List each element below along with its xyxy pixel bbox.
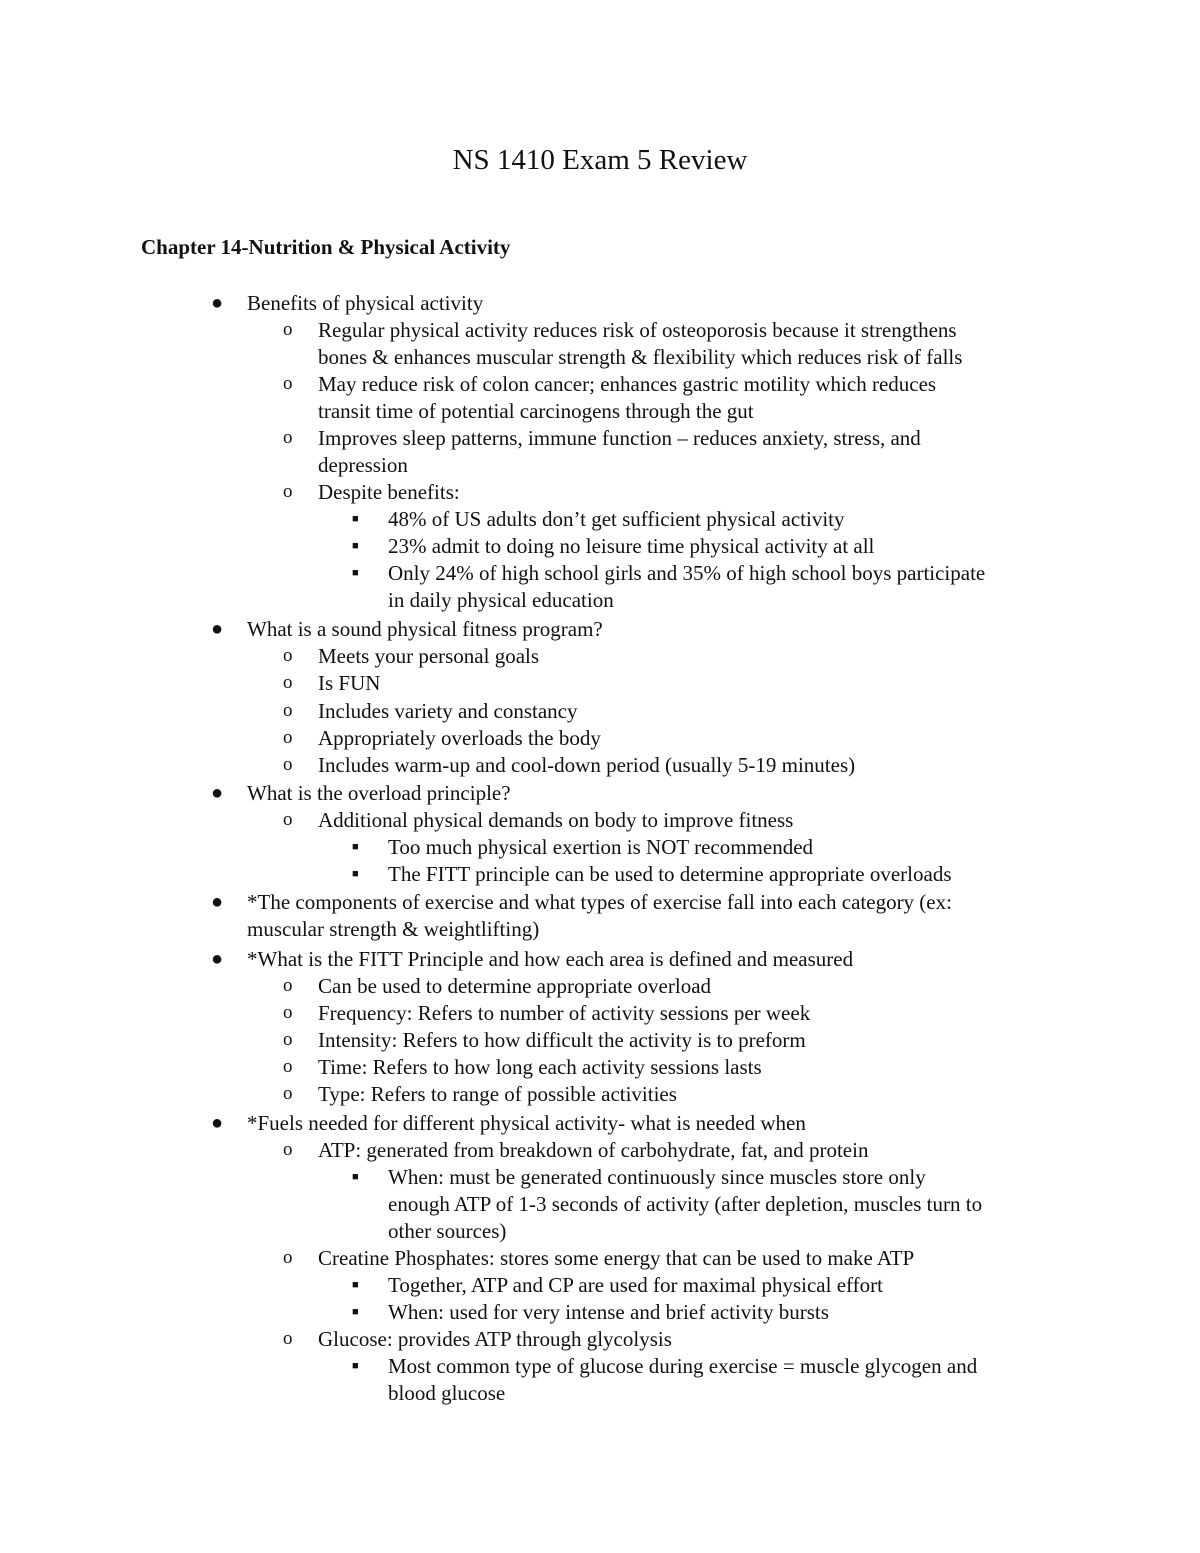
outline-line-level-2: Improves sleep patterns, immune function – reduces anxiety, stress, and bbox=[318, 426, 921, 450]
outline-line-level-3: Too much physical exertion is NOT recommended bbox=[388, 835, 814, 859]
outline-line-level-2: transit time of potential carcinogens through the gut bbox=[318, 399, 754, 423]
square-bullet-icon: ■ bbox=[352, 1171, 359, 1183]
outline-line-level-3: When: must be generated continuously since muscles store only bbox=[388, 1165, 926, 1189]
square-bullet-icon: ■ bbox=[352, 868, 359, 880]
square-bullet-icon: ■ bbox=[352, 513, 359, 525]
outline-line-level-2: Includes variety and constancy bbox=[318, 699, 578, 723]
outline-line-level-2: depression bbox=[318, 453, 408, 477]
circle-bullet-icon: o bbox=[283, 427, 293, 448]
outline-line-level-2: Intensity: Refers to how difficult the activity is to preform bbox=[318, 1028, 806, 1052]
outline-line-level-3: Together, ATP and CP are used for maximal physical effort bbox=[388, 1273, 883, 1297]
bullet-icon: ● bbox=[211, 891, 224, 913]
circle-bullet-icon: o bbox=[283, 373, 293, 394]
square-bullet-icon: ■ bbox=[352, 1360, 359, 1372]
outline-line-level-1: *What is the FITT Principle and how each area is defined and measured bbox=[247, 947, 854, 971]
outline-line-level-1: muscular strength & weightlifting) bbox=[247, 917, 540, 941]
circle-bullet-icon: o bbox=[283, 481, 293, 502]
outline-line-level-3: 23% admit to doing no leisure time physical activity at all bbox=[388, 534, 875, 558]
outline-line-level-2: Additional physical demands on body to improve fitness bbox=[318, 808, 794, 832]
outline-line-level-2: Time: Refers to how long each activity sessions lasts bbox=[318, 1055, 762, 1079]
outline-line-level-2: Glucose: provides ATP through glycolysis bbox=[318, 1327, 672, 1351]
outline-line-level-2: Appropriately overloads the body bbox=[318, 726, 601, 750]
square-bullet-icon: ■ bbox=[352, 567, 359, 579]
circle-bullet-icon: o bbox=[283, 1328, 293, 1349]
outline-line-level-2: Frequency: Refers to number of activity sessions per week bbox=[318, 1001, 811, 1025]
circle-bullet-icon: o bbox=[283, 1139, 293, 1160]
circle-bullet-icon: o bbox=[283, 1029, 293, 1050]
circle-bullet-icon: o bbox=[283, 672, 293, 693]
outline-line-level-3: enough ATP of 1-3 seconds of activity (after depletion, muscles turn to bbox=[388, 1192, 983, 1216]
outline-line-level-3: 48% of US adults don’t get sufficient physical activity bbox=[388, 507, 845, 531]
bullet-icon: ● bbox=[211, 1112, 224, 1134]
outline-line-level-3: other sources) bbox=[388, 1219, 507, 1243]
circle-bullet-icon: o bbox=[283, 754, 293, 775]
circle-bullet-icon: o bbox=[283, 809, 293, 830]
chapter-heading: Chapter 14-Nutrition & Physical Activity bbox=[141, 235, 511, 259]
circle-bullet-icon: o bbox=[283, 645, 293, 666]
outline-line-level-2: Creatine Phosphates: stores some energy that can be used to make ATP bbox=[318, 1246, 915, 1270]
outline-line-level-2: Despite benefits: bbox=[318, 480, 460, 504]
bullet-icon: ● bbox=[211, 948, 224, 970]
circle-bullet-icon: o bbox=[283, 319, 293, 340]
page-title: NS 1410 Exam 5 Review bbox=[452, 144, 748, 176]
outline-line-level-1: What is a sound physical fitness program? bbox=[247, 617, 603, 641]
outline-line-level-3: The FITT principle can be used to determine appropriate overloads bbox=[388, 862, 952, 886]
outline-line-level-2: May reduce risk of colon cancer; enhances gastric motility which reduces bbox=[318, 372, 937, 396]
outline-line-level-2: Can be used to determine appropriate overload bbox=[318, 974, 712, 998]
outline-line-level-3: blood glucose bbox=[388, 1381, 506, 1405]
square-bullet-icon: ■ bbox=[352, 1279, 359, 1291]
bullet-icon: ● bbox=[211, 618, 224, 640]
square-bullet-icon: ■ bbox=[352, 841, 359, 853]
outline-line-level-3: Only 24% of high school girls and 35% of high school boys participate bbox=[388, 561, 986, 585]
outline-line-level-1: What is the overload principle? bbox=[247, 781, 511, 805]
circle-bullet-icon: o bbox=[283, 1056, 293, 1077]
circle-bullet-icon: o bbox=[283, 727, 293, 748]
bullet-icon: ● bbox=[211, 292, 224, 314]
outline-line-level-1: *Fuels needed for different physical activity- what is needed when bbox=[247, 1111, 806, 1135]
circle-bullet-icon: o bbox=[283, 1247, 293, 1268]
outline-line-level-2: Meets your personal goals bbox=[318, 644, 540, 668]
outline-line-level-3: in daily physical education bbox=[388, 588, 614, 612]
outline-line-level-1: *The components of exercise and what types of exercise fall into each category (ex: bbox=[247, 890, 952, 914]
outline-line-level-2: Includes warm-up and cool-down period (usually 5-19 minutes) bbox=[318, 753, 856, 777]
square-bullet-icon: ■ bbox=[352, 540, 359, 552]
outline-line-level-2: Is FUN bbox=[318, 671, 381, 695]
outline-line-level-2: Regular physical activity reduces risk of osteoporosis because it strengthens bbox=[318, 318, 957, 342]
bullet-icon: ● bbox=[211, 782, 224, 804]
circle-bullet-icon: o bbox=[283, 1083, 293, 1104]
square-bullet-icon: ■ bbox=[352, 1306, 359, 1318]
circle-bullet-icon: o bbox=[283, 1002, 293, 1023]
outline-line-level-3: When: used for very intense and brief activity bursts bbox=[388, 1300, 829, 1324]
outline-line-level-2: ATP: generated from breakdown of carbohydrate, fat, and protein bbox=[318, 1138, 869, 1162]
outline-line-level-2: bones & enhances muscular strength & flexibility which reduces risk of falls bbox=[318, 345, 963, 369]
outline-line-level-2: Type: Refers to range of possible activities bbox=[318, 1082, 677, 1106]
circle-bullet-icon: o bbox=[283, 700, 293, 721]
outline-line-level-1: Benefits of physical activity bbox=[247, 291, 484, 315]
circle-bullet-icon: o bbox=[283, 975, 293, 996]
outline-line-level-3: Most common type of glucose during exercise = muscle glycogen and bbox=[388, 1354, 978, 1378]
